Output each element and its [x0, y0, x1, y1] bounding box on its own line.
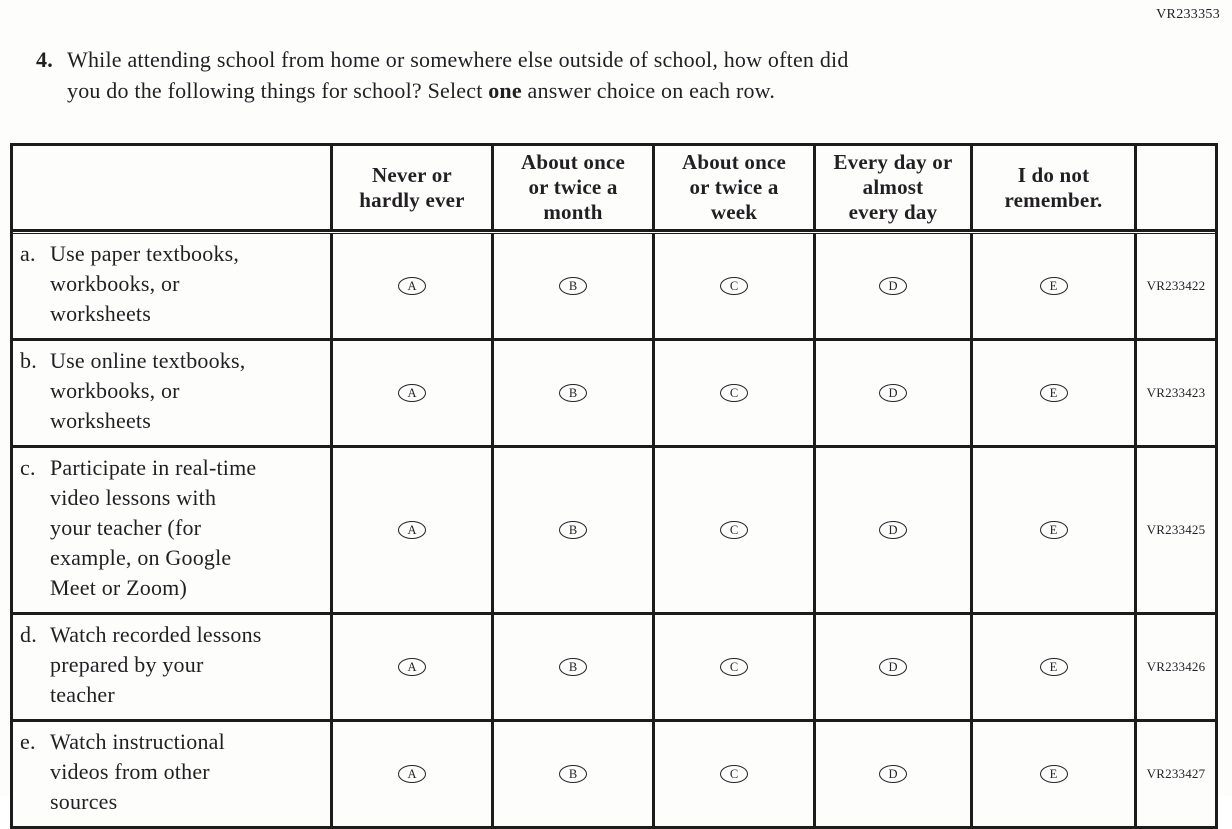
row-code: VR233426 [1137, 615, 1215, 722]
row-label-text [50, 239, 326, 329]
option-bubble-d[interactable]: D [879, 658, 907, 676]
row-label-line: example, on Google [50, 545, 232, 570]
answer-cell-e [973, 448, 1137, 615]
option-bubble-d[interactable]: D [879, 521, 907, 539]
answer-cell-d [816, 341, 973, 448]
row-code: VR233423 [1137, 341, 1215, 448]
row-label-line: your teacher (for [50, 515, 202, 540]
answer-cell-b [494, 722, 655, 826]
row-label-line: workbooks, or [50, 271, 180, 296]
question-line2-suffix: answer choice on each row. [521, 78, 776, 103]
answer-cell-d [816, 615, 973, 722]
question-line-2 [67, 75, 849, 106]
answer-cell-a [333, 234, 494, 341]
question-emphasis: one [488, 78, 522, 103]
row-label [13, 234, 333, 341]
column-header-line: every day [848, 200, 938, 224]
answer-cell-b [494, 448, 655, 615]
column-header-2 [494, 146, 655, 232]
column-header-line: or twice a [689, 175, 779, 199]
column-header-line: week [710, 200, 758, 224]
row-code: VR233427 [1137, 722, 1215, 826]
row-label-line: Use online textbooks, [50, 348, 246, 373]
answer-cell-c [655, 722, 816, 826]
option-bubble-e[interactable]: E [1040, 384, 1068, 402]
column-header-4 [816, 146, 973, 232]
column-header-line: or twice a [528, 175, 618, 199]
page-accession-code: VR233353 [1156, 7, 1220, 22]
answer-cell-d [816, 448, 973, 615]
row-letter: c. [20, 455, 36, 480]
answer-cell-c [655, 615, 816, 722]
column-header-3 [655, 146, 816, 232]
row-label-line: Watch recorded lessons [50, 622, 262, 647]
column-header-5 [973, 146, 1137, 232]
option-bubble-d[interactable]: D [879, 384, 907, 402]
option-bubble-a[interactable]: A [398, 521, 426, 539]
option-bubble-c[interactable]: C [720, 521, 748, 539]
column-header-line: About once [681, 150, 787, 174]
header-empty-code-cell [1137, 146, 1215, 232]
option-bubble-c[interactable]: C [720, 765, 748, 783]
option-bubble-d[interactable]: D [879, 277, 907, 295]
answer-cell-d [816, 234, 973, 341]
column-header-line: almost [862, 175, 924, 199]
answer-cell-c [655, 234, 816, 341]
row-label-line: teacher [50, 682, 115, 707]
row-label-text [50, 620, 326, 710]
answer-cell-e [973, 615, 1137, 722]
column-header-line: Never or [372, 162, 452, 187]
row-label [13, 615, 333, 722]
answer-cell-c [655, 448, 816, 615]
survey-table [10, 143, 1218, 829]
question-text [67, 44, 849, 106]
row-letter: b. [20, 348, 37, 373]
row-label-text [50, 453, 326, 603]
answer-cell-e [973, 234, 1137, 341]
column-header-1 [333, 146, 494, 232]
question-block [0, 0, 1232, 106]
row-label-line: Use paper textbooks, [50, 241, 240, 266]
option-bubble-a[interactable]: A [398, 384, 426, 402]
row-label-line: worksheets [50, 408, 151, 433]
answer-cell-a [333, 341, 494, 448]
option-bubble-b[interactable]: B [559, 521, 587, 539]
column-header-line: I do not [1017, 162, 1090, 187]
column-header-line: month [543, 200, 603, 224]
option-bubble-b[interactable]: B [559, 384, 587, 402]
answer-cell-c [655, 341, 816, 448]
answer-cell-b [494, 341, 655, 448]
option-bubble-c[interactable]: C [720, 384, 748, 402]
option-bubble-a[interactable]: A [398, 765, 426, 783]
row-label-line: Participate in real-time [50, 455, 257, 480]
option-bubble-e[interactable]: E [1040, 521, 1068, 539]
row-letter: e. [20, 729, 36, 754]
row-label-line: prepared by your [50, 652, 204, 677]
row-label [13, 448, 333, 615]
option-bubble-e[interactable]: E [1040, 277, 1068, 295]
answer-cell-e [973, 722, 1137, 826]
row-label-line: videos from other [50, 759, 210, 784]
question-number: 4. [36, 47, 53, 72]
row-letter: a. [20, 241, 36, 266]
question-line-1: While attending school from home or somewhere else outside of school, how often did [67, 47, 849, 72]
row-code: VR233425 [1137, 448, 1215, 615]
row-letter: d. [20, 622, 37, 647]
column-header-line: hardly ever [359, 187, 465, 212]
row-label-text [50, 346, 326, 436]
option-bubble-d[interactable]: D [879, 765, 907, 783]
row-label-text [50, 727, 326, 817]
row-code: VR233422 [1137, 234, 1215, 341]
answer-cell-a [333, 722, 494, 826]
row-label-line: sources [50, 789, 118, 814]
row-label [13, 341, 333, 448]
row-label-line: Watch instructional [50, 729, 225, 754]
answer-cell-e [973, 341, 1137, 448]
answer-cell-b [494, 234, 655, 341]
column-header-line: remember. [1004, 187, 1103, 212]
column-header-line: About once [520, 150, 626, 174]
option-bubble-a[interactable]: A [398, 277, 426, 295]
answer-cell-d [816, 722, 973, 826]
answer-cell-b [494, 615, 655, 722]
row-label [13, 722, 333, 826]
answer-cell-a [333, 615, 494, 722]
option-bubble-b[interactable]: B [559, 277, 587, 295]
row-label-line: video lessons with [50, 485, 217, 510]
option-bubble-b[interactable]: B [559, 765, 587, 783]
header-empty-label-cell [13, 146, 333, 232]
option-bubble-b[interactable]: B [559, 658, 587, 676]
option-bubble-c[interactable]: C [720, 277, 748, 295]
answer-cell-a [333, 448, 494, 615]
option-bubble-c[interactable]: C [720, 658, 748, 676]
question-line2-prefix: you do the following things for school? Select [67, 78, 489, 103]
option-bubble-a[interactable]: A [398, 658, 426, 676]
row-label-line: workbooks, or [50, 378, 180, 403]
column-header-line: Every day or [833, 150, 953, 174]
option-bubble-e[interactable]: E [1040, 765, 1068, 783]
option-bubble-e[interactable]: E [1040, 658, 1068, 676]
row-label-line: Meet or Zoom) [50, 575, 188, 600]
row-label-line: worksheets [50, 301, 151, 326]
